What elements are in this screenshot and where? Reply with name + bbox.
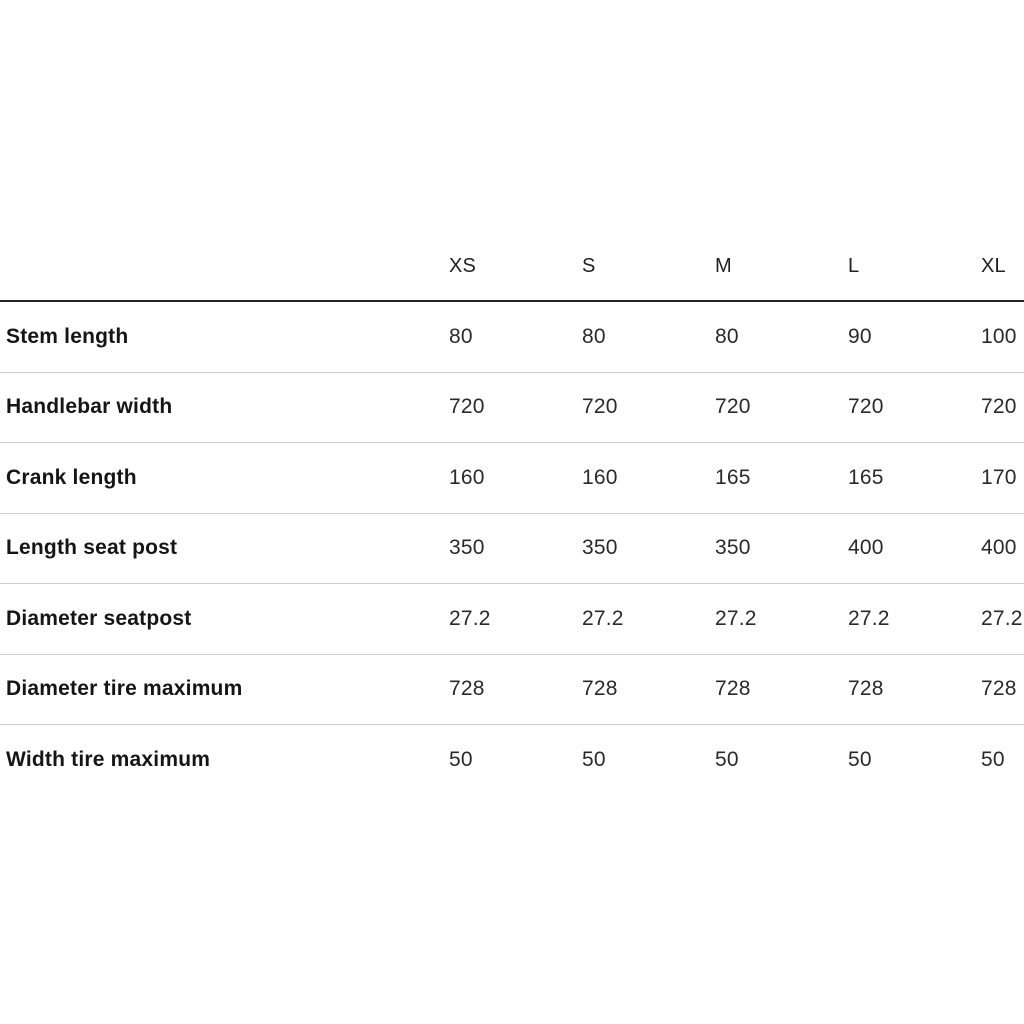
size-spec-table [0,232,1024,795]
table-cell: 400 [981,536,1017,560]
table-cell: 160 [449,465,485,489]
row-label: Length seat post [6,536,178,560]
table-row-diameter-tire-maximum [0,655,1024,726]
size-header-s: S [582,254,596,277]
table-cell: 728 [715,677,751,701]
table-cell: 728 [848,677,884,701]
size-header-xl: XL [981,254,1006,277]
table-cell: 27.2 [582,606,624,630]
table-cell: 728 [582,677,618,701]
table-cell: 350 [582,536,618,560]
table-cell: 165 [848,465,884,489]
row-label: Stem length [6,324,129,348]
row-label: Width tire maximum [6,747,211,771]
table-cell: 50 [981,747,1005,771]
table-cell: 720 [449,395,485,419]
table-row-width-tire-maximum [0,725,1024,795]
table-cell: 100 [981,324,1017,348]
table-cell: 50 [715,747,739,771]
table-row-length-seat-post [0,514,1024,585]
table-cell: 27.2 [449,606,491,630]
size-header-m: M [715,254,732,277]
size-header-l: L [848,254,860,277]
table-cell: 728 [449,677,485,701]
table-cell: 27.2 [715,606,757,630]
table-cell: 160 [582,465,618,489]
table-cell: 165 [715,465,751,489]
table-cell: 90 [848,324,872,348]
row-label: Handlebar width [6,395,173,419]
table-cell: 50 [848,747,872,771]
table-cell: 50 [582,747,606,771]
table-cell: 720 [848,395,884,419]
row-label: Diameter tire maximum [6,677,243,701]
row-label: Crank length [6,465,137,489]
table-cell: 720 [582,395,618,419]
table-cell: 80 [449,324,473,348]
size-header-xs: XS [449,254,477,277]
row-label: Diameter seatpost [6,606,192,630]
table-header-row [0,232,1024,302]
table-row-stem-length [0,302,1024,373]
table-cell: 350 [715,536,751,560]
table-cell: 728 [981,677,1017,701]
table-cell: 170 [981,465,1017,489]
table-cell: 27.2 [981,606,1023,630]
table-row-crank-length [0,443,1024,514]
table-cell: 80 [715,324,739,348]
table-row-diameter-seatpost [0,584,1024,655]
table-cell: 80 [582,324,606,348]
table-cell: 400 [848,536,884,560]
table-cell: 720 [715,395,751,419]
table-cell: 50 [449,747,473,771]
table-cell: 350 [449,536,485,560]
table-row-handlebar-width [0,373,1024,444]
table-cell: 27.2 [848,606,890,630]
table-cell: 720 [981,395,1017,419]
